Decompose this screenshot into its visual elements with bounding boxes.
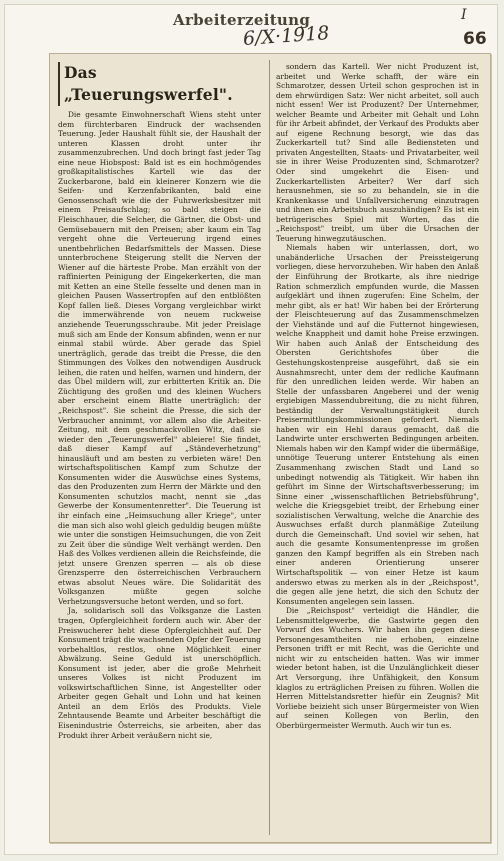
archive-sheet — [4, 4, 498, 855]
page-number: 66 — [463, 29, 487, 49]
handwritten-date: 6/X·1918 — [242, 22, 331, 50]
article-paragraph: sondern das Kartell. Wer nicht Produzent ist, arbeitet und Werke schafft, der wäre ein Schmarotzer, dessen Urteil schon gesprochen ist in dem ehrwürdigen Satz: Wer nicht arbeitet, soll auch nicht essen! Wer ist Produzent? Der Unternehmer, welcher Beamte und Arbeiter mit Gehalt und Lohn für ihr Arbeit abfindet, der Verkauf des Produkts aber auf eigene Rechnung besorgt, wie das das Zuckerkartell tut? Sind alle Bediensteten und privaten Angestellten, Staats- und Privatarbeiter, weil sie in ihrer Weise Produzenten sind, Schmarotzer? Oder sind umgekehrt die Eisen- und Zuckerkartellisten Arbeiter? Wer darf sich herausnehmen, sie so zu behandeln, sie in die Krankenkasse und Unfallversicherung einzutragen und ihnen ein Arbeitsbuch auszuhändigen? Es ist ein betrügerisches Spiel mit Worten, das die „Reichspost" treibt, um über die Ursachen der Teuerung hinwegzutäuschen. — [276, 62, 479, 243]
column-divider — [269, 60, 270, 835]
article-paragraph: Niemals haben wir unterlassen, dort, wo unabänderliche Ursachen der Preissteigerung vorliegen, diese hervorzuheben. Wir haben den Anlaß der Einführung der Brotkarte, als ihre niedrige Ration schmerzlich empfunden wurde, die Massen aufgeklärt und ihnen zugerufen: Eine Schelm, der mehr gibt, als er hat! Wir haben bei der Erörterung der Fleischteuerung auf das Zusammenschmelzen der Viehstände und auf die Futternot hingewiesen, welche Knappheit und damit hohe Preise erzwingen. Wir haben auch Anlaß der Entscheidung des Obersten Gerichtshofes über die Gestehungskostenpreise ausgeführt, daß sie ein Ausnahmsrecht, unter dem der redliche Kaufmann für den unredlichen leiden werde. Wir haben an Stelle der unfassbaren Angeberei und der wenig ergiebigen Massendubreitung, die zu nicht führen, beständig der Verwaltungstätigkeit durch Preisermittlungskommissionen gefordert. Niemals haben wir ein Hehl daraus gemacht, daß die Landwirte unter erschwerten Bedingungen arbeiten. Niemals haben wir den Kampf wider die übermäßige, unnötige Teuerung unterer Entstehung als einen Zusammenhang zwischen Stadt und Land so unbedingt notwendig als Tätigkeit. Wir haben ihn geführt im Sinne der Wirtschaftsverbesserung; im Sinne einer „wissenschaftlichen Betriebsführung", welche die Kriegsgebiet treibt, der Erhebung einer sozialistischen Verwaltung, welche die Anarchie des Auswuchses erfaßt durch planmäßige Zuteilung durch die Gemeinschaft. Und soviel wir sehen, hat auch die gesamte Konsumentenpresse im großen ganzen den Kampf begriffen als ein Streben nach einer anderen Orientierung unserer Wirtschaftspolitik — von einer Hetze ist kaum anderswo etwas zu merken als in der „Reichspost", die gegen alle jene hetzt, die sich den Schutz der Konsumenten angelegen sein lassen. — [276, 243, 479, 606]
article-column-left — [58, 62, 261, 832]
newspaper-masthead: Arbeiterzeitung — [173, 11, 311, 29]
article-paragraph: Die „Reichspost" verteidigt die Händler, die Lebensmittelgewerbe, die Gastwirte gegen den Vorwurf des Wuchers. Wir haben ihn gegen diese Personengesamtheiten nie erhoben, einzelne Personen trifft er mit Recht, was die Gerichte und nicht wir zu entscheiden hatten. Was wir immer wieder betont haben, ist die Unzulänglichkeit dieser Art Versorgung, ihre Unfähigkeit, den Konsum klaglos zu erträglichen Preisen zu führen. Wollen die Herren Mittelstandsretter hiefür ein Zeugnis? Mit Vorliebe beizieht sich unser Bürgermeister von Wien auf seinen Kollegen von Berlin, den Oberbürgermeister Wermuth. Auch wir tun es. — [276, 606, 479, 730]
article-paragraph: Ja, solidarisch soll das Volksganze die Lasten tragen, Opfergleichheit fordern auch wir. Aber der Preiswucherer hebt diese Opfergleichheit auf. Der Konsument trägt die wachsenden Opfer der Teuerung vorbehaltlos, restlos, ohne Möglichkeit einer Abwälzung. Seine Geduld ist unerschöpflich. Konsument ist jeder, aber die große Mehrheit unseres Volkes ist nicht Produzent im volkswirtschaftlichen Sinne, ist Angestellter oder Arbeiter gegen Gehalt und Lohn und hat keinen Anteil an dem Erlös des Produkts. Viele Zehntausende Beamte und Arbeiter beschäftigt die Eisenindustrie Österreichs, sie arbeiten, aber das Produkt ihrer Arbeit veräußern nicht sie, — [58, 606, 261, 740]
newspaper-clipping — [49, 53, 491, 843]
article-column-right — [276, 62, 479, 832]
handwritten-mark: I — [461, 7, 467, 23]
article-title: Das „Teuerungswerfel". — [58, 62, 261, 106]
article-paragraph: Die gesamte Einwohnerschaft Wiens steht unter dem fürchterbaren Eindruck der wachsenden Teuerung. Jeder Haushalt fühlt sie, der Haushalt der unteren Klassen droht unter ihr zusammenzubrechen. Und doch bringt fast jeder Tag eine neue Hiobspost: Bald ist es ein hochmögendes großkapitalistisches Kartell wie das der Zuckerbarone, bald ein kleinerer Konzern wie die Seifen- und Kerzenfabrikanten, bald eine Genossenschaft wie die der Fuhrwerksbesitzer mit einem Preisaufschlag; so bald steigen die Fleischhauer, die Selcher, die Gärtner, die Obst- und Gemüsebauern mit den Preisen; aber kaum ein Tag vergeht ohne die Verteuerung irgend eines unentbehrlichen Bedarfsmittels der Massen. Diese unnterbrochene Steigerung stellt die Nerven der Wiener auf die härteste Probe. Man erzählt von der raffinierten Peinigung der Eingekerkerten, die man mit Ketten an eine Stelle fesselte und denen man in gleichen Pausen Wassertropfen auf den entblößten Kopf fallen ließ. Dieses Vorgang vergleichbar wirkt die immerwährende von neuem ruckweise anziehende Teuerungsschraube. Mit jeder Preislage muß sich am Ende der Konsum abfinden, wenn er nur einmal stabil würde. Aber gerade das Spiel unerträglich, gerade das treibt die Presse, die den Stimmungen des Volkes den notwendigen Ausdruck leihen, die raten und helfen, warnen und hindern, der das Übel mildern will, zur erbitterten Kritik an. Die Züchtigung des großen und des kleinen Wuchers aber erscheint einem Blatte unerträglich: der „Reichspost". Sie scheint die Presse, die sich der Verbraucher annimmt, vor allem also die Arbeiter-Zeitung, mit dem geschmackvollen Witz, daß sie wieder den „Teuerungswerfel" ableiere! Sie findet, daß dieser Kampf auf „Ständeverhetzung" hinausläuft und am besten zu verbieten wäre! Den wirtschaftspolitischen Kampf zum Schutze der Konsumenten wider die Auswüchse eines Systems, das den Produzenten zum Herrn der Märkte und den Konsumenten schutzlos macht, nennt sie „das Gewerbe der Konsumentenretter". Die Teuerung ist ihr einfach eine „Heimsuchung aller Kriege", unter die man sich also wohl gleich geduldig beugen müßte wie unter die sonstigen Heimsuchungen, die von Zeit zu Zeit über die sündige Welt verhängt werden. Den Haß des Volkes verdienen allein die Reichsfeinde, die jetzt unsere Grenzen sperren — als ob diese Grenzsperre den österreichischen Verbrauchern etwas absolut Neues wäre. Die Solidarität des Volksganzen müßte gegen solche Verhetzungsversuche betont werden, und so fort. — [58, 110, 261, 606]
